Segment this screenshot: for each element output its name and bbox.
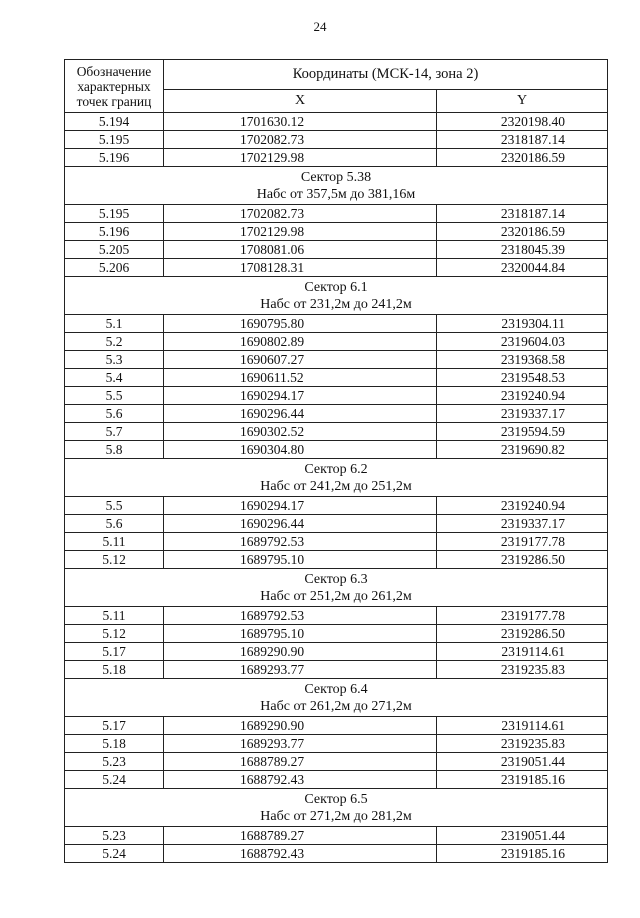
y-coordinate-cell: 2319114.61 [437,643,608,661]
x-coordinate-cell: 1689293.77 [164,735,437,753]
table-row [65,315,608,333]
point-name-cell: 5.205 [65,241,164,259]
y-coordinate-cell: 2319304.11 [437,315,608,333]
point-name-cell: 5.18 [65,735,164,753]
y-coordinate-cell: 2319177.78 [437,607,608,625]
x-coordinate-cell: 1689290.90 [164,717,437,735]
x-coordinate-cell: 1689293.77 [164,661,437,679]
point-name-cell: 5.6 [65,405,164,423]
x-coordinate-cell: 1702129.98 [164,149,437,167]
point-name-cell: 5.196 [65,223,164,241]
sector-heading [65,459,608,497]
sector-range: Набс от 357,5м до 381,16м [256,186,416,202]
x-coordinate-cell: 1708081.06 [164,241,437,259]
point-name-cell: 5.4 [65,369,164,387]
x-coordinate-cell: 1690294.17 [164,497,437,515]
table-row [65,369,608,387]
x-coordinate-cell: 1690294.17 [164,387,437,405]
x-coordinate-cell: 1690302.52 [164,423,437,441]
sector-title: Сектор 5.38 [300,169,372,185]
x-coordinate-cell: 1690296.44 [164,405,437,423]
y-coordinate-cell: 2319185.16 [437,845,608,863]
sector-title: Сектор 6.5 [304,791,368,807]
point-name-cell: 5.17 [65,717,164,735]
table-row [65,771,608,789]
x-coordinate-cell: 1688792.43 [164,845,437,863]
sector-header-row [65,679,608,717]
point-name-cell: 5.6 [65,515,164,533]
table-row [65,497,608,515]
y-coordinate-cell: 2319604.03 [437,333,608,351]
point-name-cell: 5.17 [65,643,164,661]
y-coordinate-cell: 2318187.14 [437,205,608,223]
y-coordinate-cell: 2319240.94 [437,497,608,515]
x-coordinate-cell: 1689290.90 [164,643,437,661]
table-row [65,441,608,459]
y-coordinate-cell: 2319337.17 [437,515,608,533]
y-coordinate-cell: 2319594.59 [437,423,608,441]
y-coordinate-cell: 2319337.17 [437,405,608,423]
table-row [65,533,608,551]
point-name-cell: 5.11 [65,607,164,625]
y-coordinate-cell: 2319286.50 [437,625,608,643]
x-coordinate-cell: 1690304.80 [164,441,437,459]
sector-title: Сектор 6.3 [304,571,368,587]
table-row [65,753,608,771]
y-coordinate-cell: 2319286.50 [437,551,608,569]
point-name-cell: 5.196 [65,149,164,167]
table-row [65,607,608,625]
point-name-cell: 5.2 [65,333,164,351]
table-row [65,259,608,277]
y-coordinate-cell: 2320198.40 [437,113,608,131]
table-row [65,735,608,753]
x-coordinate-cell: 1702082.73 [164,205,437,223]
y-coordinate-cell: 2319368.58 [437,351,608,369]
point-name-cell: 5.5 [65,497,164,515]
table-row [65,405,608,423]
sector-heading [65,167,608,205]
table-row [65,223,608,241]
x-coordinate-cell: 1708128.31 [164,259,437,277]
sector-range: Набс от 241,2м до 251,2м [260,478,412,494]
x-coordinate-cell: 1702129.98 [164,223,437,241]
x-coordinate-cell: 1689795.10 [164,551,437,569]
x-coordinate-cell: 1701630.12 [164,113,437,131]
x-coordinate-cell: 1690611.52 [164,369,437,387]
table-row [65,661,608,679]
y-coordinate-cell: 2319051.44 [437,827,608,845]
sector-range: Набс от 251,2м до 261,2м [260,588,412,604]
sector-header-row [65,569,608,607]
point-name-cell: 5.1 [65,315,164,333]
table-row [65,387,608,405]
point-name-cell: 5.206 [65,259,164,277]
sector-heading [65,679,608,717]
x-coordinate-cell: 1689792.53 [164,607,437,625]
point-name-cell: 5.195 [65,205,164,223]
sector-range: Набс от 231,2м до 241,2м [260,296,412,312]
point-name-cell: 5.8 [65,441,164,459]
x-coordinate-cell: 1690795.80 [164,315,437,333]
point-name-cell: 5.12 [65,625,164,643]
point-name-cell: 5.5 [65,387,164,405]
sector-title: Сектор 6.1 [304,279,368,295]
sector-header-row [65,789,608,827]
point-name-cell: 5.18 [65,661,164,679]
page-number: 24 [313,19,327,34]
y-coordinate-cell: 2320186.59 [437,223,608,241]
table-row [65,625,608,643]
table-row [65,205,608,223]
x-coordinate-cell: 1688792.43 [164,771,437,789]
point-name-cell: 5.23 [65,753,164,771]
y-coordinate-cell: 2320044.84 [437,259,608,277]
y-coordinate-cell: 2319235.83 [437,735,608,753]
sector-range: Набс от 261,2м до 271,2м [260,698,412,714]
point-name-cell: 5.195 [65,131,164,149]
table-row [65,113,608,131]
point-name-cell: 5.7 [65,423,164,441]
y-column-header: Y [437,90,608,113]
table-row [65,845,608,863]
table-row [65,827,608,845]
table-row [65,423,608,441]
sector-heading [65,569,608,607]
point-name-cell: 5.3 [65,351,164,369]
x-column-header: X [164,90,437,113]
x-coordinate-cell: 1688789.27 [164,753,437,771]
point-name-cell: 5.12 [65,551,164,569]
sector-header-row [65,277,608,315]
point-designation-header: Обозначение характерных точек границ [65,60,164,113]
table-body [65,113,608,863]
point-name-cell: 5.24 [65,845,164,863]
table-row [65,149,608,167]
table-row [65,717,608,735]
y-coordinate-cell: 2319114.61 [437,717,608,735]
point-name-cell: 5.11 [65,533,164,551]
table-header [65,60,608,113]
sector-header-row [65,167,608,205]
sector-heading [65,277,608,315]
table-row [65,131,608,149]
table-row [65,551,608,569]
point-name-cell: 5.194 [65,113,164,131]
coordinates-table [64,59,608,863]
sector-range: Набс от 271,2м до 281,2м [260,808,412,824]
y-coordinate-cell: 2320186.59 [437,149,608,167]
y-coordinate-cell: 2318045.39 [437,241,608,259]
table-row [65,515,608,533]
x-coordinate-cell: 1689795.10 [164,625,437,643]
x-coordinate-cell: 1690802.89 [164,333,437,351]
x-coordinate-cell: 1689792.53 [164,533,437,551]
x-coordinate-cell: 1690607.27 [164,351,437,369]
sector-title: Сектор 6.2 [304,461,368,477]
table-row [65,241,608,259]
sector-heading [65,789,608,827]
x-coordinate-cell: 1702082.73 [164,131,437,149]
y-coordinate-cell: 2318187.14 [437,131,608,149]
y-coordinate-cell: 2319240.94 [437,387,608,405]
coordinates-header: Координаты (МСК-14, зона 2) [164,60,608,90]
y-coordinate-cell: 2319235.83 [437,661,608,679]
table-row [65,643,608,661]
sector-title: Сектор 6.4 [304,681,368,697]
table-row [65,333,608,351]
x-coordinate-cell: 1690296.44 [164,515,437,533]
y-coordinate-cell: 2319690.82 [437,441,608,459]
sector-header-row [65,459,608,497]
point-name-cell: 5.23 [65,827,164,845]
y-coordinate-cell: 2319548.53 [437,369,608,387]
y-coordinate-cell: 2319051.44 [437,753,608,771]
y-coordinate-cell: 2319185.16 [437,771,608,789]
point-name-cell: 5.24 [65,771,164,789]
y-coordinate-cell: 2319177.78 [437,533,608,551]
x-coordinate-cell: 1688789.27 [164,827,437,845]
table-row [65,351,608,369]
